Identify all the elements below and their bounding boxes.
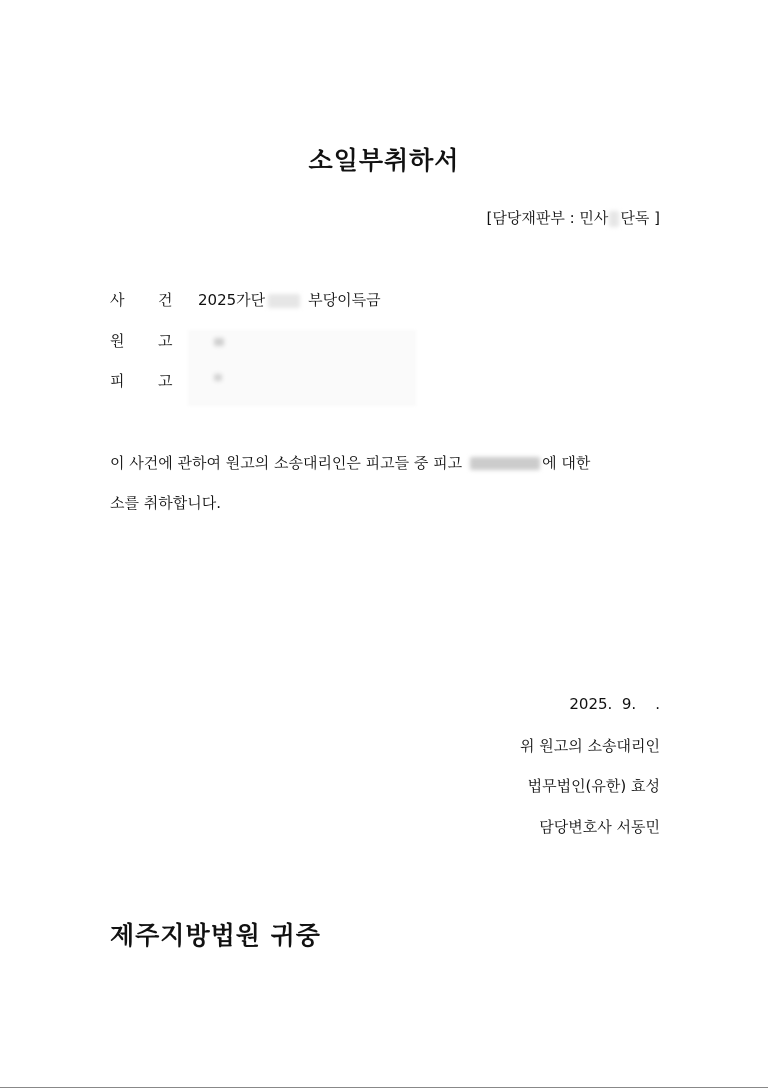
body-line-2: 소를 취하합니다. bbox=[110, 494, 221, 512]
redacted-case-number bbox=[268, 294, 300, 308]
case-label-1: 사 bbox=[110, 291, 125, 309]
redacted-defendant-name bbox=[214, 374, 222, 381]
redacted-division bbox=[609, 211, 619, 227]
case-value bbox=[198, 289, 381, 310]
page-bottom-divider bbox=[0, 1087, 768, 1088]
attorney-name: 담당변호사 서동민 bbox=[539, 818, 660, 836]
document-title: 소일부취하서 bbox=[308, 146, 460, 175]
case-name: 부당이득금 bbox=[308, 291, 381, 309]
filing-date: 2025. 9. . bbox=[569, 695, 660, 713]
division-prefix: [담당재판부 : 민사 bbox=[486, 209, 609, 227]
plaintiff-label-2: 고 bbox=[158, 332, 173, 350]
redacted-defendant-in-body bbox=[470, 457, 540, 470]
case-number-prefix: 2025가단 bbox=[198, 291, 266, 309]
case-label-2: 건 bbox=[158, 291, 173, 309]
division-suffix: 단독 ] bbox=[620, 209, 660, 227]
defendant-label-1: 피 bbox=[110, 372, 125, 390]
body-line1-suffix: 에 대한 bbox=[542, 454, 591, 472]
plaintiff-label-1: 원 bbox=[110, 332, 125, 350]
defendant-label-2: 고 bbox=[158, 372, 173, 390]
law-firm: 법무법인(유한) 효성 bbox=[527, 777, 660, 795]
signer-role: 위 원고의 소송대리인 bbox=[520, 737, 660, 755]
court-addressee: 제주지방법원 귀중 bbox=[110, 921, 321, 950]
body-line1-prefix: 이 사건에 관하여 원고의 소송대리인은 피고들 중 피고 bbox=[110, 454, 463, 472]
redacted-plaintiff-name bbox=[214, 338, 224, 346]
division-info bbox=[487, 207, 660, 228]
body-line-1 bbox=[110, 452, 590, 473]
